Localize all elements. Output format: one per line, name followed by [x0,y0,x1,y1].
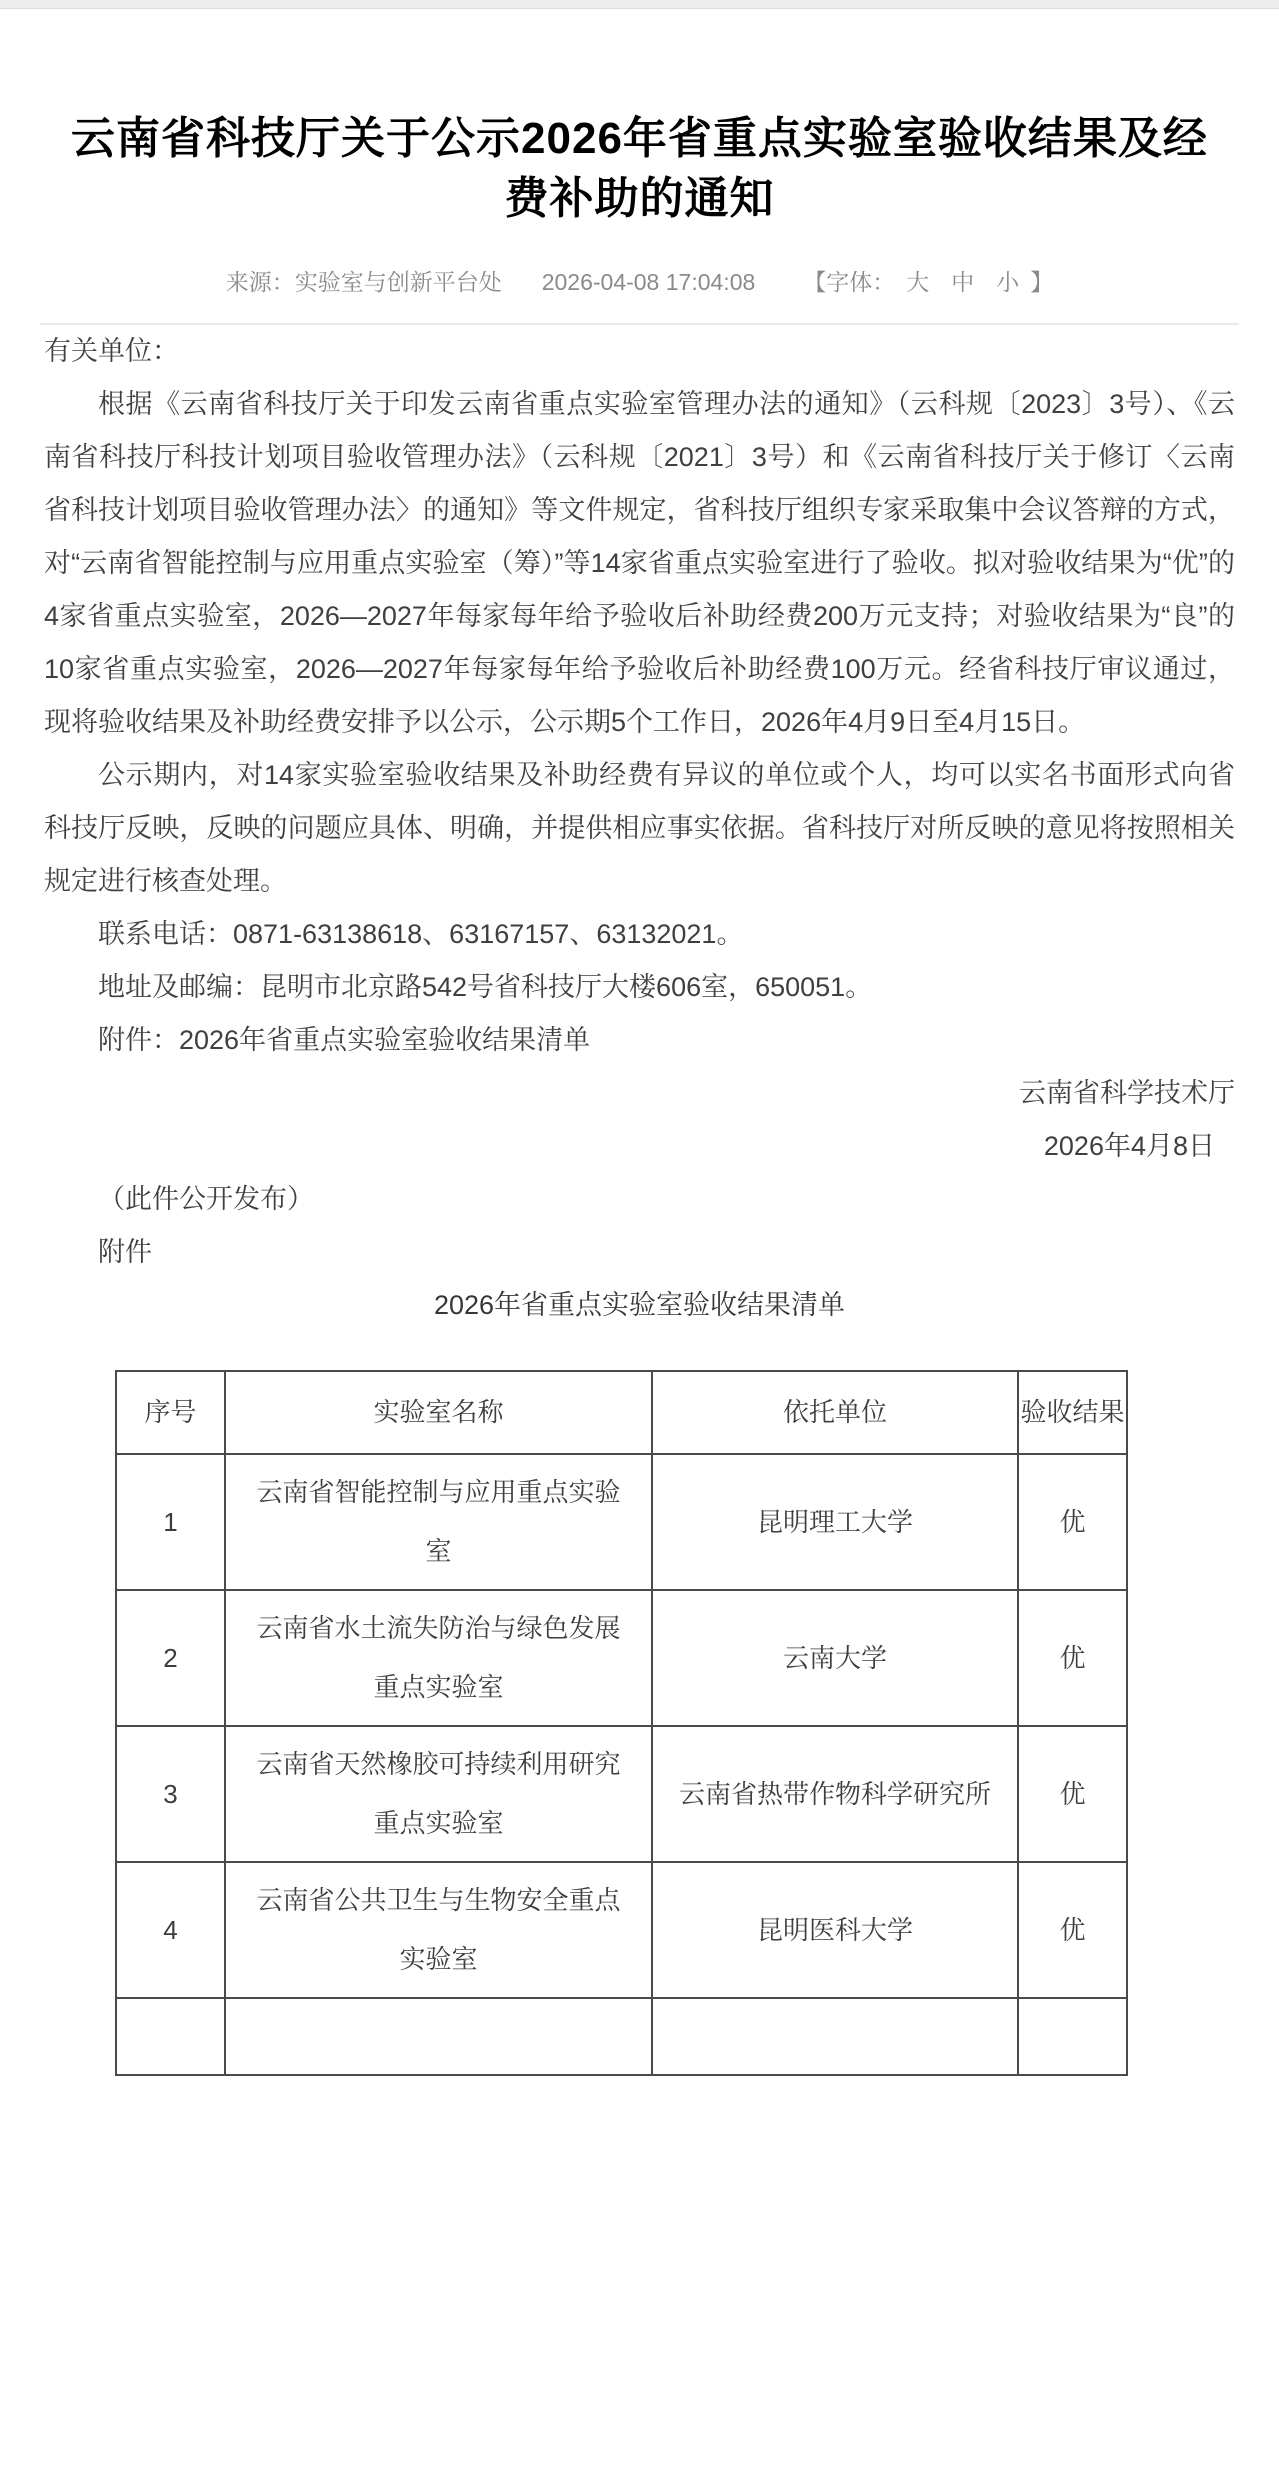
cell-lab-name: 云南省公共卫生与生物安全重点实验室 [225,1862,652,1998]
table-row [116,1862,1127,1998]
cell-lab-name: 云南省水土流失防治与绿色发展重点实验室 [225,1590,652,1726]
cell-result: 优 [1018,1862,1127,1998]
font-option-large[interactable]: 大 [906,269,930,295]
column-header-result: 验收结果 [1018,1371,1127,1454]
table-row-partial [116,1998,1127,2075]
article-meta [0,267,1279,297]
article-body [44,325,1235,2076]
salutation: 有关单位： [44,336,179,366]
font-size-control [803,269,1053,295]
table-header-row [116,1371,1127,1454]
cell-result: 优 [1018,1726,1127,1862]
cell-result [1018,1998,1127,2075]
cell-lab-name: 云南省智能控制与应用重点实验室 [225,1454,652,1590]
cell-institution: 昆明理工大学 [652,1454,1018,1590]
top-strip [0,0,1279,9]
column-header-lab-name: 实验室名称 [225,1371,652,1454]
contact-address: 地址及邮编：昆明市北京路542号省科技厅大楼606室，650051。 [98,972,873,1002]
font-option-medium[interactable]: 中 [951,269,975,295]
cell-institution: 昆明医科大学 [652,1862,1018,1998]
cell-index: 1 [116,1454,225,1590]
cell-index: 2 [116,1590,225,1726]
signature-date: 2026年4月8日 [1043,1131,1215,1161]
cell-result: 优 [1018,1454,1127,1590]
results-table [115,1370,1128,2076]
table-row [116,1454,1127,1590]
cell-index: 3 [116,1726,225,1862]
paragraph-basis: 根据《云南省科技厅关于印发云南省重点实验室管理办法的通知》（云科规〔2023〕3号）、《云南省科技厅科技计划项目验收管理办法》（云科规〔2021〕3号）和《云南省科技厅关于修订〈云南省科技计划项目验收管理办法〉的通知》等文件规定，省科技厅组织专家采取集中会议答辩的方式，对“云南省智能控制与应用重点实验室（筹）”等14家省重点实验室进行了验收。拟对验收结果为“优”的4家省重点实验室，2026—2027年每家每年给予验收后补助经费200万元支持；对验收结果为“良”的10家省重点实验室，2026—2027年每家每年给予验收后补助经费100万元。经省科技厅审议通过，现将验收结果及补助经费安排予以公示，公示期5个工作日，2026年4月9日至4月15日。 [44,389,1235,737]
page-title-line2: 费补助的通知 [504,174,775,223]
contact-phone: 联系电话：0871-63138618、63167157、63132021。 [98,919,744,949]
column-header-institution: 依托单位 [652,1371,1018,1454]
cell-index: 4 [116,1862,225,1998]
attachment-reference: 附件：2026年省重点实验室验收结果清单 [98,1025,591,1055]
table-row [116,1726,1127,1862]
table-row [116,1590,1127,1726]
font-control-prefix: 【字体： [803,269,896,295]
cell-institution [652,1998,1018,2075]
signature-org: 云南省科学技术厅 [1019,1078,1235,1108]
page-title-line1: 云南省科技厅关于公示2026年省重点实验室验收结果及经 [71,114,1208,163]
cell-index [116,1998,225,2075]
font-option-small[interactable]: 小 [996,269,1020,295]
cell-lab-name [225,1998,652,2075]
paragraph-objection: 公示期内，对14家实验室验收结果及补助经费有异议的单位或个人，均可以实名书面形式向省科技厅反映，反映的问题应具体、明确，并提供相应事实依据。省科技厅对所反映的意见将按照相关规定进行核查处理。 [44,760,1235,896]
column-header-index: 序号 [116,1371,225,1454]
public-release-note: （此件公开发布） [98,1184,314,1214]
cell-result: 优 [1018,1590,1127,1726]
attachment-label: 附件 [98,1237,152,1267]
table-title: 2026年省重点实验室验收结果清单 [433,1290,846,1320]
page-title [60,109,1220,229]
cell-lab-name: 云南省天然橡胶可持续利用研究重点实验室 [225,1726,652,1862]
cell-institution: 云南大学 [652,1590,1018,1726]
publish-datetime: 2026-04-08 17:04:08 [541,269,756,295]
cell-institution: 云南省热带作物科学研究所 [652,1726,1018,1862]
source-label: 来源：实验室与创新平台处 [225,269,502,295]
font-control-suffix: 】 [1030,269,1054,295]
